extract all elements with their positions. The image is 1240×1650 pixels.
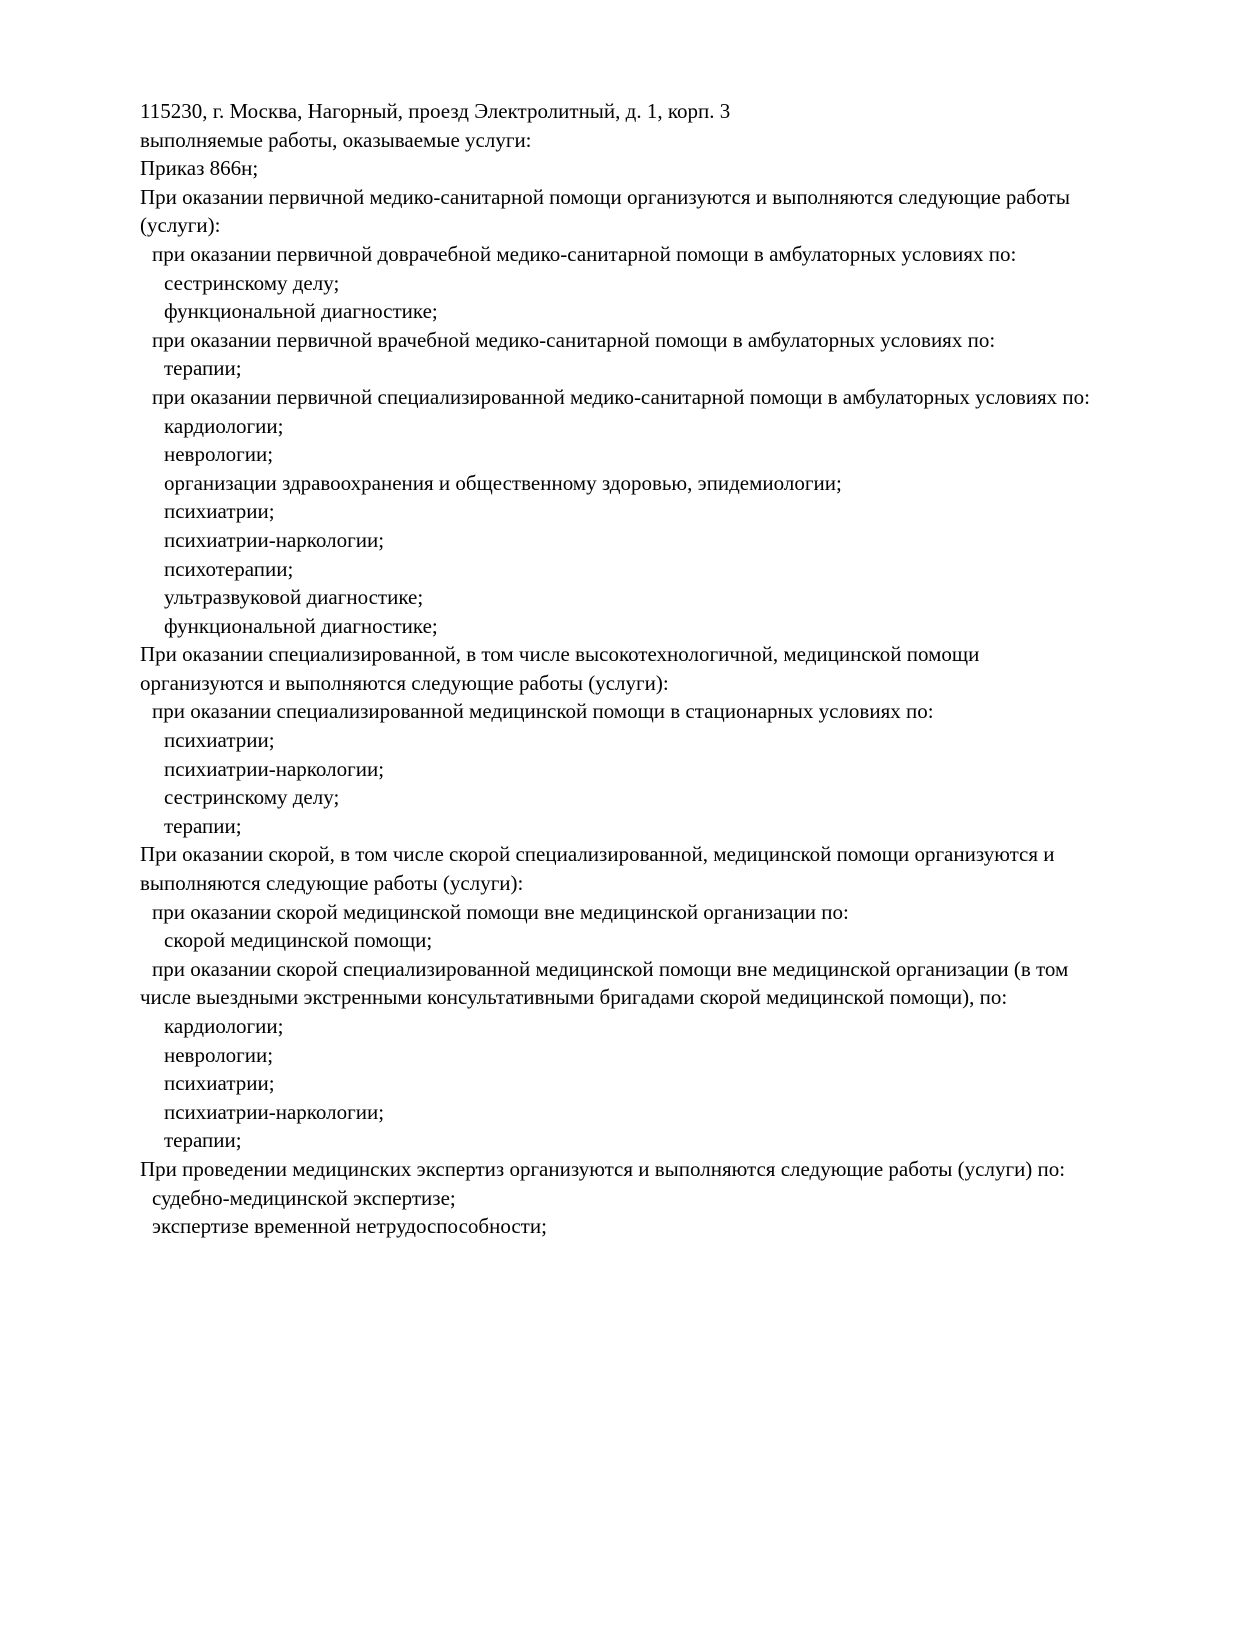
paragraph: при оказании первичной специализированной медико-санитарной помощи в амбулаторных условиях по: [152,384,1091,409]
paragraph: При оказании первичной медико-санитарной помощи организуются и выполняются следующие работы (услуги): [140,184,1070,238]
paragraph: функциональной диагностике; [164,299,438,324]
document-body [140,97,1105,1241]
paragraph: экспертизе временной нетрудоспособности; [152,1214,547,1239]
paragraph: терапии; [164,813,242,838]
paragraph: кардиологии; [164,413,284,438]
paragraph: при оказании специализированной медицинской помощи в стационарных условиях по: [152,699,934,724]
paragraph: При оказании скорой, в том числе скорой специализированной, медицинской помощи организуются и выполняются следующие работы (услуги): [140,842,1055,896]
paragraph: При проведении медицинских экспертиз организуются и выполняются следующие работы (услуги) по: [140,1156,1066,1181]
paragraph: при оказании скорой специализированной медицинской помощи вне медицинской организации (в том числе выездными экстренными консультативными бригадами скорой медицинской помощи), по: [140,956,1069,1010]
paragraph: При оказании специализированной, в том числе высокотехнологичной, медицинской помощи организуются и выполняются следующие работы (услуги): [140,642,980,695]
paragraph: терапии; [164,356,242,381]
paragraph: скорой медицинской помощи; [164,928,433,953]
paragraph: психиатрии-наркологии; [164,756,385,781]
paragraph: при оказании первичной доврачебной медико-санитарной помощи в амбулаторных условиях по: [152,241,1017,266]
paragraph: психиатрии-наркологии; [164,527,385,552]
paragraph: кардиологии; [164,1014,284,1038]
paragraph: психиатрии-наркологии; [164,1099,385,1124]
paragraph: организации здравоохранения и общественному здоровью, эпидемиологии; [164,470,842,495]
paragraph: терапии; [164,1128,242,1153]
paragraph: неврологии; [164,442,274,467]
paragraph: 115230, г. Москва, Нагорный, проезд Электролитный, д. 1, корп. 3 [140,99,731,123]
paragraph: функциональной диагностике; [164,613,438,638]
paragraph: сестринскому делу; [164,785,340,810]
paragraph: психиатрии; [164,1071,275,1096]
paragraph: сестринскому делу; [164,270,340,295]
paragraph: при оказании скорой медицинской помощи вне медицинской организации по: [152,899,849,924]
paragraph: психотерапии; [164,556,294,581]
paragraph: выполняемые работы, оказываемые услуги: [140,127,532,152]
paragraph: судебно-медицинской экспертизе; [152,1185,456,1210]
paragraph: ультразвуковой диагностике; [164,585,424,610]
paragraph: психиатрии; [164,728,275,753]
paragraph: при оказании первичной врачебной медико-санитарной помощи в амбулаторных условиях по: [152,327,996,352]
paragraph: психиатрии; [164,499,275,524]
paragraph: неврологии; [164,1042,274,1067]
paragraph: Приказ 866н; [140,156,259,181]
